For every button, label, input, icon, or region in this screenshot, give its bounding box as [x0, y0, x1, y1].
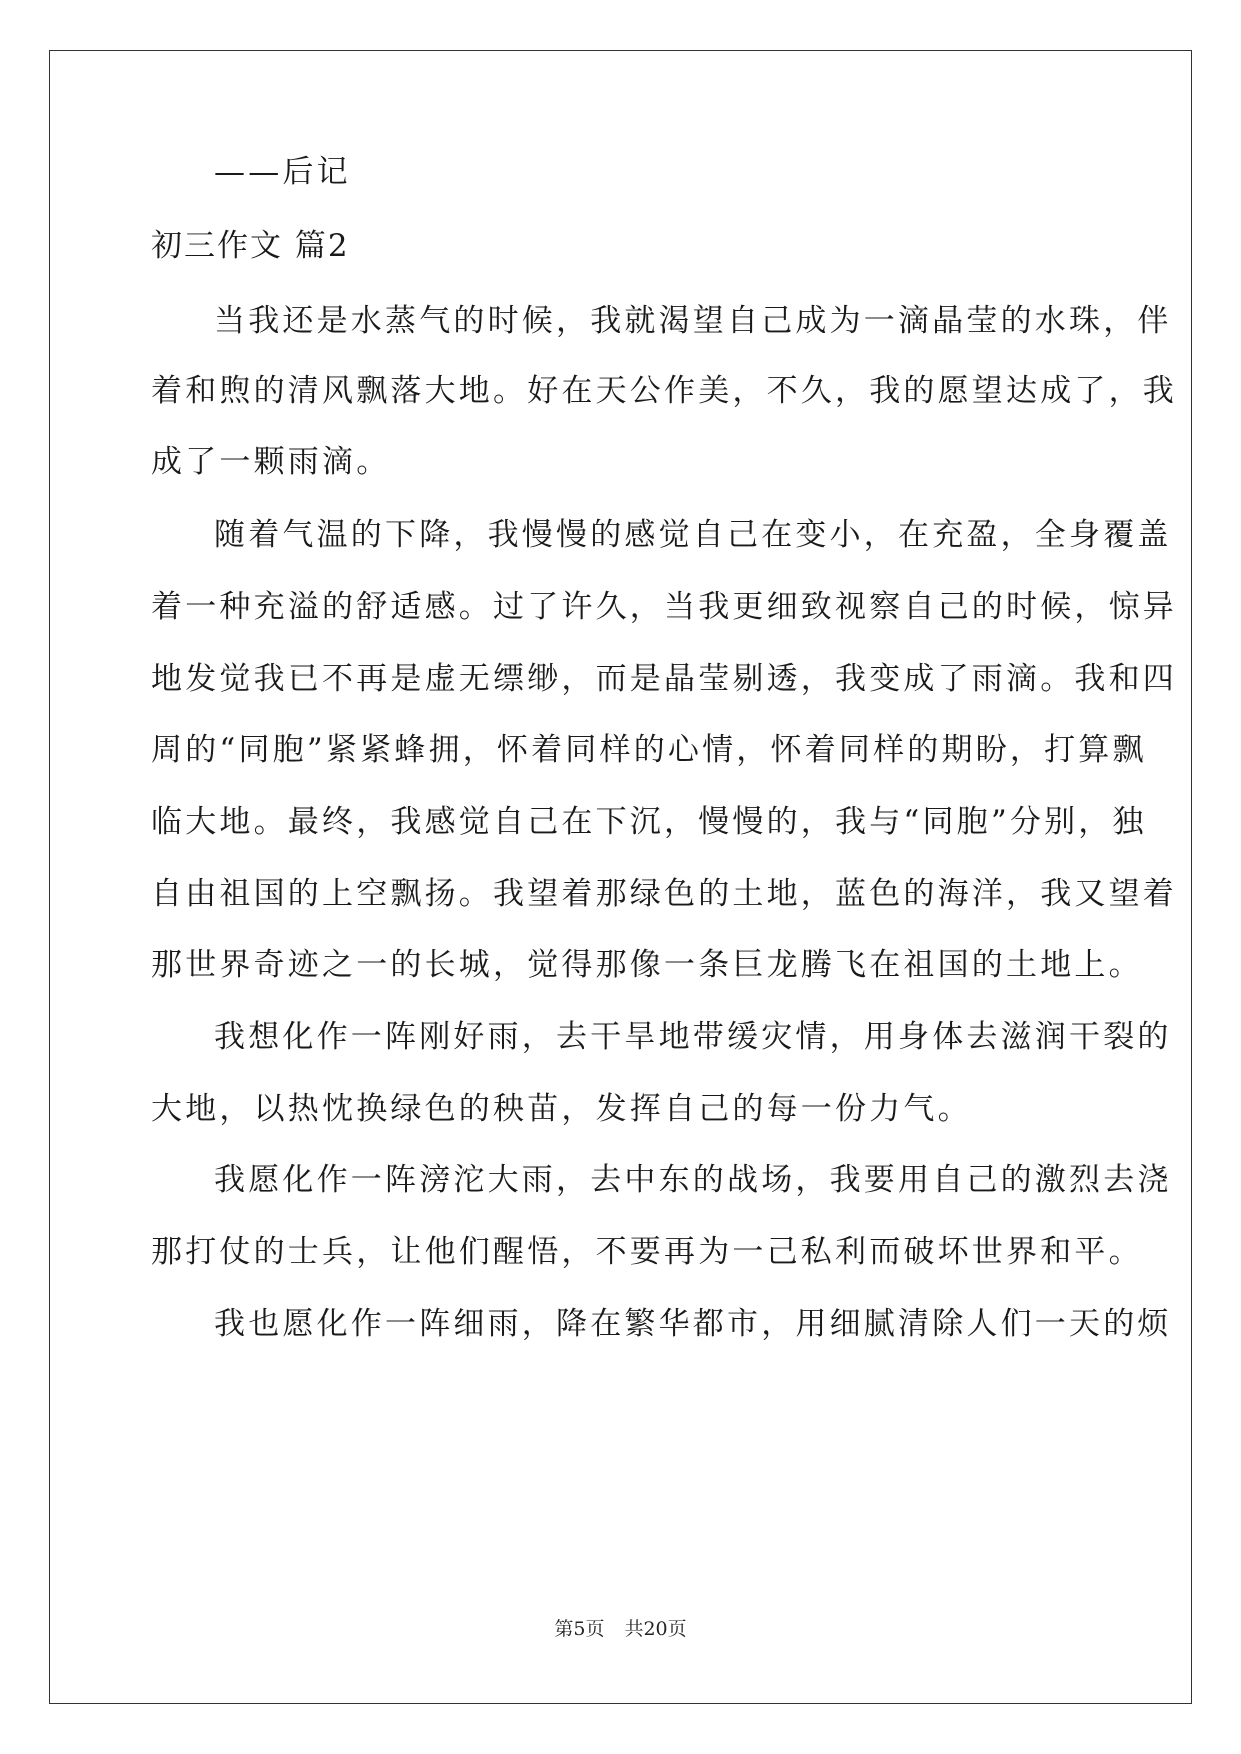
page-footer [0, 1617, 1241, 1641]
paragraph-line: 着一种充溢的舒适感。过了许久，当我更细致视察自己的时候，惊异 [151, 589, 1177, 625]
paragraph-line: 当我还是水蒸气的时候，我就渴望自己成为一滴晶莹的水珠，伴 [214, 303, 1172, 339]
paragraph-line: 那打仗的士兵，让他们醒悟，不要再为一己私利而破坏世界和平。 [151, 1234, 1143, 1270]
paragraph-line: 随着气温的下降，我慢慢的感觉自己在变小，在充盈，全身覆盖 [214, 517, 1172, 553]
page-number: 第5页 [554, 1618, 605, 1640]
page-total: 共20页 [624, 1618, 687, 1640]
paragraph-line: 周的“同胞”紧紧蜂拥，怀着同样的心情，怀着同样的期盼，打算飘 [151, 732, 1147, 768]
paragraph-line: 那世界奇迹之一的长城，觉得那像一条巨龙腾飞在祖国的土地上。 [151, 947, 1143, 983]
paragraph-line: 我也愿化作一阵细雨，降在繁华都市，用细腻清除人们一天的烦 [214, 1306, 1172, 1342]
paragraph-line: 着和煦的清风飘落大地。好在天公作美，不久，我的愿望达成了，我 [151, 373, 1177, 409]
paragraph-line: 地发觉我已不再是虚无缥缈，而是晶莹剔透，我变成了雨滴。我和四 [151, 661, 1177, 697]
paragraph-line: 成了一颗雨滴。 [151, 444, 391, 480]
section-heading: 初三作文 篇2 [151, 228, 350, 264]
paragraph-line: 自由祖国的上空飘扬。我望着那绿色的土地，蓝色的海洋，我又望着 [151, 876, 1177, 912]
afterword-signature: ——后记 [214, 154, 351, 190]
paragraph-line: 我想化作一阵刚好雨，去干旱地带缓灾情，用身体去滋润干裂的 [214, 1019, 1172, 1055]
paragraph-line: 我愿化作一阵滂沱大雨，去中东的战场，我要用自己的激烈去浇 [214, 1162, 1172, 1198]
paragraph-line: 大地，以热忱换绿色的秧苗，发挥自己的每一份力气。 [151, 1091, 972, 1127]
paragraph-line: 临大地。最终，我感觉自己在下沉，慢慢的，我与“同胞”分别，独 [151, 804, 1147, 840]
